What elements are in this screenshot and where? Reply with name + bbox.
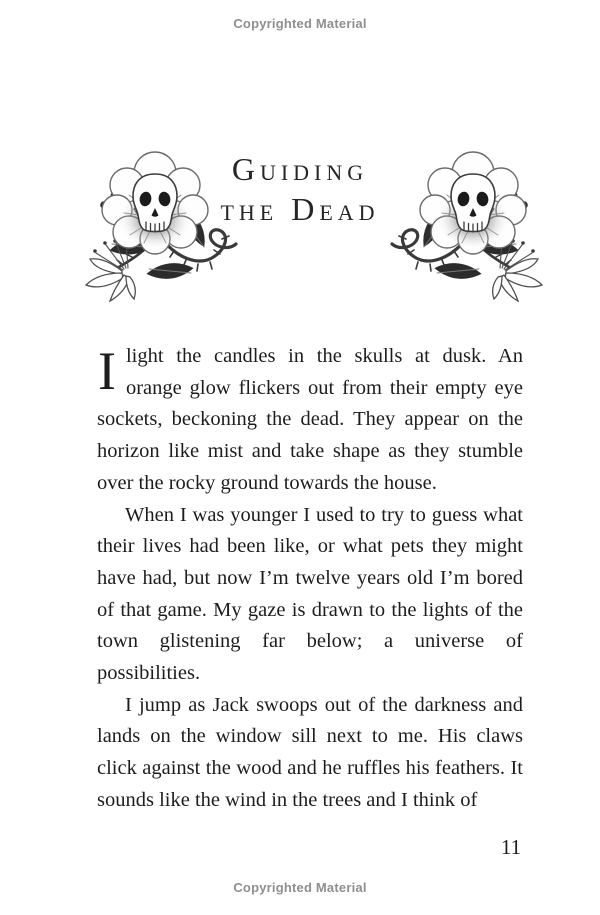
paragraph-1 bbox=[97, 341, 523, 500]
body-text bbox=[97, 341, 523, 817]
copyright-notice-top: Copyrighted Material bbox=[233, 16, 367, 31]
chapter-title-line-1: Guiding bbox=[231, 151, 369, 187]
page-number: 11 bbox=[500, 835, 522, 859]
drop-cap: I bbox=[98, 341, 116, 401]
chapter-title bbox=[0, 149, 600, 229]
paragraph-2: When I was younger I used to try to guess what their lives had been like, or what pets they might have had, but now I’m twelve years old I’m bored of that game. My gaze is drawn to the lights of the town glistening far below; a universe of possibilities. bbox=[97, 503, 523, 685]
chapter-title-line-2: the Dead bbox=[220, 191, 380, 227]
paragraph-3: I jump as Jack swoops out of the darkness and lands on the window sill next to me. His claws click against the wood and he ruffles his feathers. It sounds like the wind in the trees and I think of bbox=[97, 693, 523, 811]
copyright-notice-bottom: Copyrighted Material bbox=[233, 880, 367, 895]
paragraph-1-text: light the candles in the skulls at dusk. An orange glow flickers out from their empty eye sockets, beckoning the dead. They appear on the horizon like mist and take shape as they stumble over the rocky ground towards the house. bbox=[97, 345, 523, 494]
